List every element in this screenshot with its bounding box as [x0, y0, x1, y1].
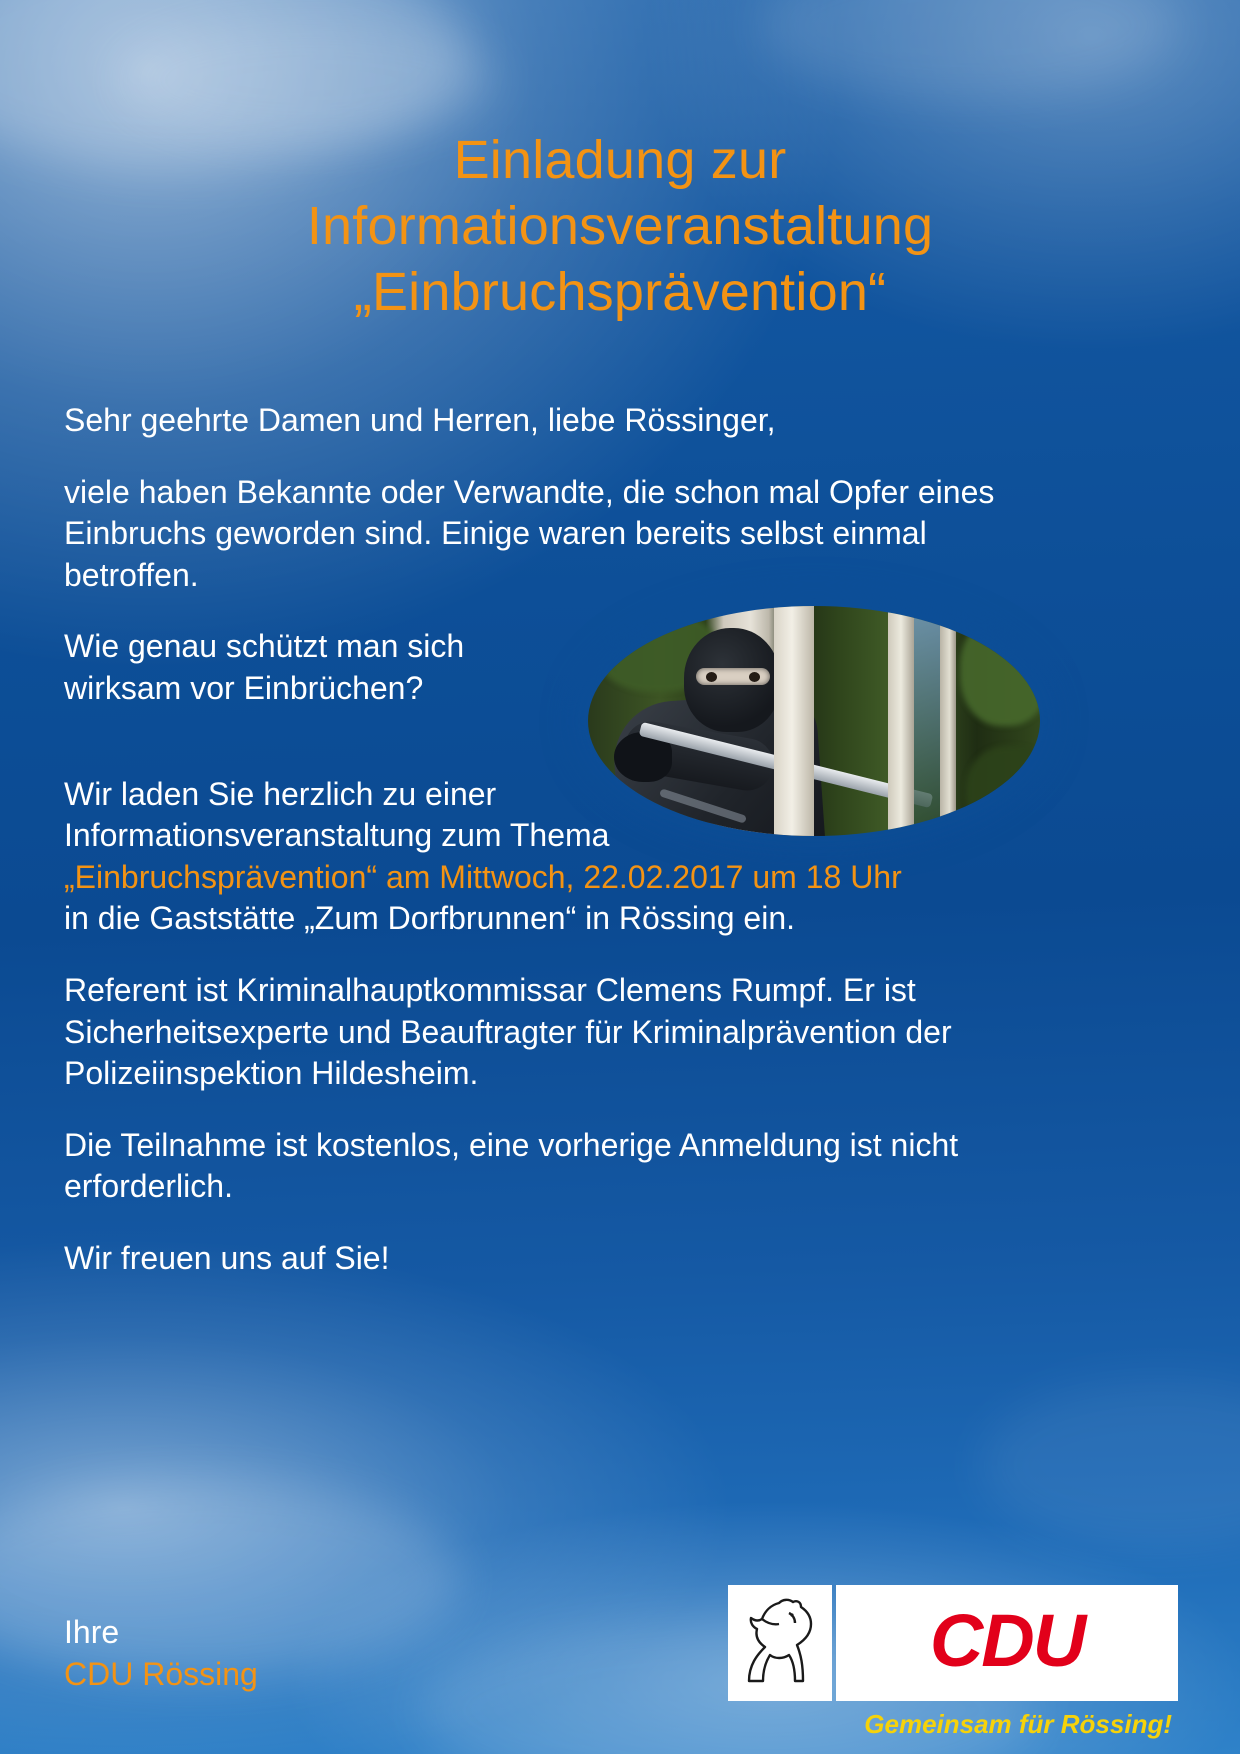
cdu-label: CDU — [929, 1599, 1085, 1682]
title-line-3: „Einbruchsprävention“ — [353, 261, 887, 322]
title-line-2: Informationsveranstaltung — [306, 195, 934, 256]
invitation-line-1: Wir laden Sie herzlich zu einer — [64, 775, 497, 812]
closing-line: Wir freuen uns auf Sie! — [64, 1239, 390, 1276]
cloud-decoration — [760, 0, 1180, 100]
participation-info: Die Teilnahme ist kostenlos, eine vorherige Anmeldung ist nicht erforderlich. — [64, 1126, 959, 1205]
salutation: Sehr geehrte Damen und Herren, liebe Rössinger, — [64, 402, 776, 438]
paragraph-intro: viele haben Bekannte oder Verwandte, die schon mal Opfer eines Einbruchs geworden sind. Einige waren bereits selbst einmal betroffen. — [64, 473, 995, 593]
poster-body — [64, 400, 1074, 1310]
signature-organisation: CDU Rössing — [64, 1655, 258, 1692]
poster-title — [0, 128, 1240, 326]
signature-block — [64, 1612, 258, 1695]
spacer — [64, 740, 1074, 774]
question-line-1: Wie genau schützt man sich — [64, 628, 465, 665]
niedersachsen-horse-emblem — [728, 1585, 832, 1701]
question-line-2: wirksam vor Einbrüchen? — [64, 669, 424, 706]
cloud-decoration — [980, 1380, 1240, 1550]
campaign-claim: Gemeinsam für Rössing! — [864, 1709, 1172, 1739]
speaker-info: Referent ist Kriminalhauptkommissar Clemens Rumpf. Er ist Sicherheitsexperte und Beauftragter für Kriminalprävention der Polizeiinspektion Hildesheim. — [64, 971, 952, 1092]
logo-block — [728, 1585, 1178, 1737]
title-line-1: Einladung zur — [453, 130, 787, 190]
logo-row — [728, 1585, 1178, 1701]
invitation-venue: in die Gaststätte „Zum Dorfbrunnen“ in Rössing ein. — [64, 900, 795, 937]
event-details: „Einbruchsprävention“ am Mittwoch, 22.02.2017 um 18 Uhr — [64, 858, 902, 895]
invitation-line-2: Informationsveranstaltung zum Thema — [64, 817, 610, 854]
cdu-wordmark — [836, 1585, 1178, 1701]
signature-line-1: Ihre — [64, 1614, 120, 1650]
cloud-decoration — [120, 20, 500, 140]
